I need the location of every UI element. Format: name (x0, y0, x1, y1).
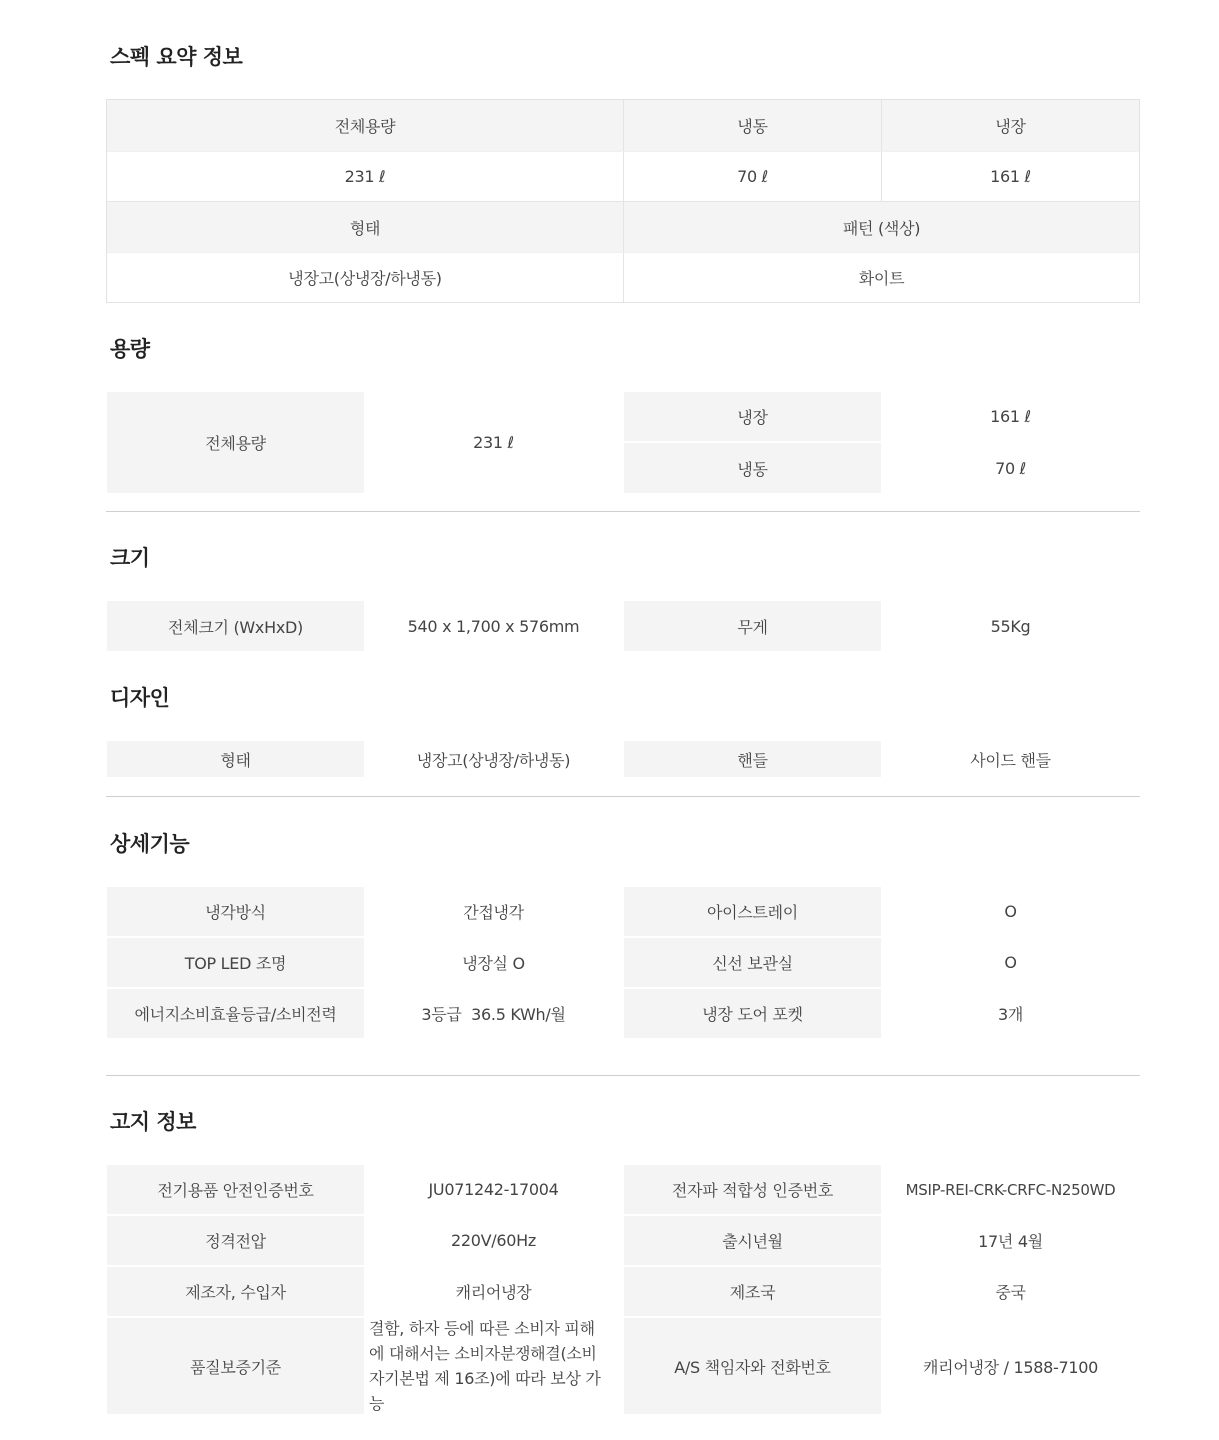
feature-row-label: 신선 보관실 (624, 938, 881, 987)
summary-divider (107, 151, 1139, 152)
notice-row-value: 220V/60Hz (365, 1216, 622, 1265)
notice-row-value: MSIP-REI-CRK-CRFC-N250WD (882, 1165, 1139, 1214)
size-weight-label: 무게 (624, 601, 881, 651)
capacity-title: 용량 (110, 337, 150, 361)
section-divider (106, 796, 1140, 797)
summary-value-type: 냉장고(상냉장/하냉동) (107, 253, 623, 302)
summary-header-fridge: 냉장 (882, 100, 1139, 151)
notice-row-label: 정격전압 (107, 1216, 364, 1265)
notice-row-value: 결함, 하자 등에 따른 소비자 피해에 대해서는 소비자분쟁해결(소비자기본법 제 16조)에 따라 보상 가능 (365, 1318, 605, 1414)
summary-value-total: 231 ℓ (107, 152, 623, 201)
notice-row-label: 품질보증기준 (107, 1318, 364, 1414)
notice-row-value: 캐리어냉장 / 1588-7100 (882, 1318, 1139, 1414)
section-divider (106, 511, 1140, 512)
notice-row-label: 전자파 적합성 인증번호 (624, 1165, 881, 1214)
capacity-freezer-label: 냉동 (624, 443, 881, 493)
design-handle-value: 사이드 핸들 (882, 741, 1139, 777)
summary-value-fridge: 161 ℓ (882, 152, 1139, 201)
feature-row-label: 아이스트레이 (624, 887, 881, 936)
notice-row-label: 제조자, 수입자 (107, 1267, 364, 1316)
summary-title: 스펙 요약 정보 (110, 45, 243, 69)
summary-header-freezer: 냉동 (624, 100, 881, 151)
size-title: 크기 (110, 546, 150, 570)
notice-row-label: 제조국 (624, 1267, 881, 1316)
size-dimension-label: 전체크기 (WxHxD) (107, 601, 364, 651)
feature-row-label: 에너지소비효율등급/소비전력 (107, 989, 364, 1038)
design-handle-label: 핸들 (624, 741, 881, 777)
summary-value-freezer: 70 ℓ (624, 152, 881, 201)
capacity-freezer-value: 70 ℓ (882, 443, 1139, 493)
notice-row-value: 17년 4월 (882, 1216, 1139, 1265)
capacity-fridge-label: 냉장 (624, 392, 881, 441)
feature-row-value: 간접냉각 (365, 887, 622, 936)
feature-row-value: 3등급 36.5 KWh/월 (365, 989, 622, 1038)
feature-row-value: O (882, 887, 1139, 936)
feature-row-value: 냉장실 O (365, 938, 622, 987)
feature-row-label: 냉각방식 (107, 887, 364, 936)
summary-divider (107, 252, 1139, 253)
size-weight-value: 55Kg (882, 601, 1139, 651)
notice-row-value: 중국 (882, 1267, 1139, 1316)
notice-title: 고지 정보 (110, 1110, 196, 1134)
design-type-value: 냉장고(상냉장/하냉동) (365, 741, 622, 777)
notice-row-value: 캐리어냉장 (365, 1267, 622, 1316)
capacity-fridge-value: 161 ℓ (882, 392, 1139, 441)
size-dimension-value: 540 x 1,700 x 576mm (365, 601, 622, 651)
notice-row-label: 출시년월 (624, 1216, 881, 1265)
capacity-total-label: 전체용량 (107, 392, 364, 493)
design-type-label: 형태 (107, 741, 364, 777)
notice-row-value: JU071242-17004 (365, 1165, 622, 1214)
feature-row-label: 냉장 도어 포켓 (624, 989, 881, 1038)
summary-header-pattern: 패턴 (색상) (624, 202, 1139, 252)
notice-row-label: A/S 책임자와 전화번호 (624, 1318, 881, 1414)
feature-row-label: TOP LED 조명 (107, 938, 364, 987)
feature-row-value: 3개 (882, 989, 1139, 1038)
summary-header-total: 전체용량 (107, 100, 623, 151)
section-divider (106, 1075, 1140, 1076)
features-title: 상세기능 (110, 832, 190, 856)
summary-divider (107, 201, 1139, 202)
notice-row-label: 전기용품 안전인증번호 (107, 1165, 364, 1214)
summary-value-pattern: 화이트 (624, 253, 1139, 302)
design-title: 디자인 (110, 686, 170, 710)
capacity-total-value: 231 ℓ (365, 392, 622, 493)
summary-header-type: 형태 (107, 202, 623, 252)
feature-row-value: O (882, 938, 1139, 987)
